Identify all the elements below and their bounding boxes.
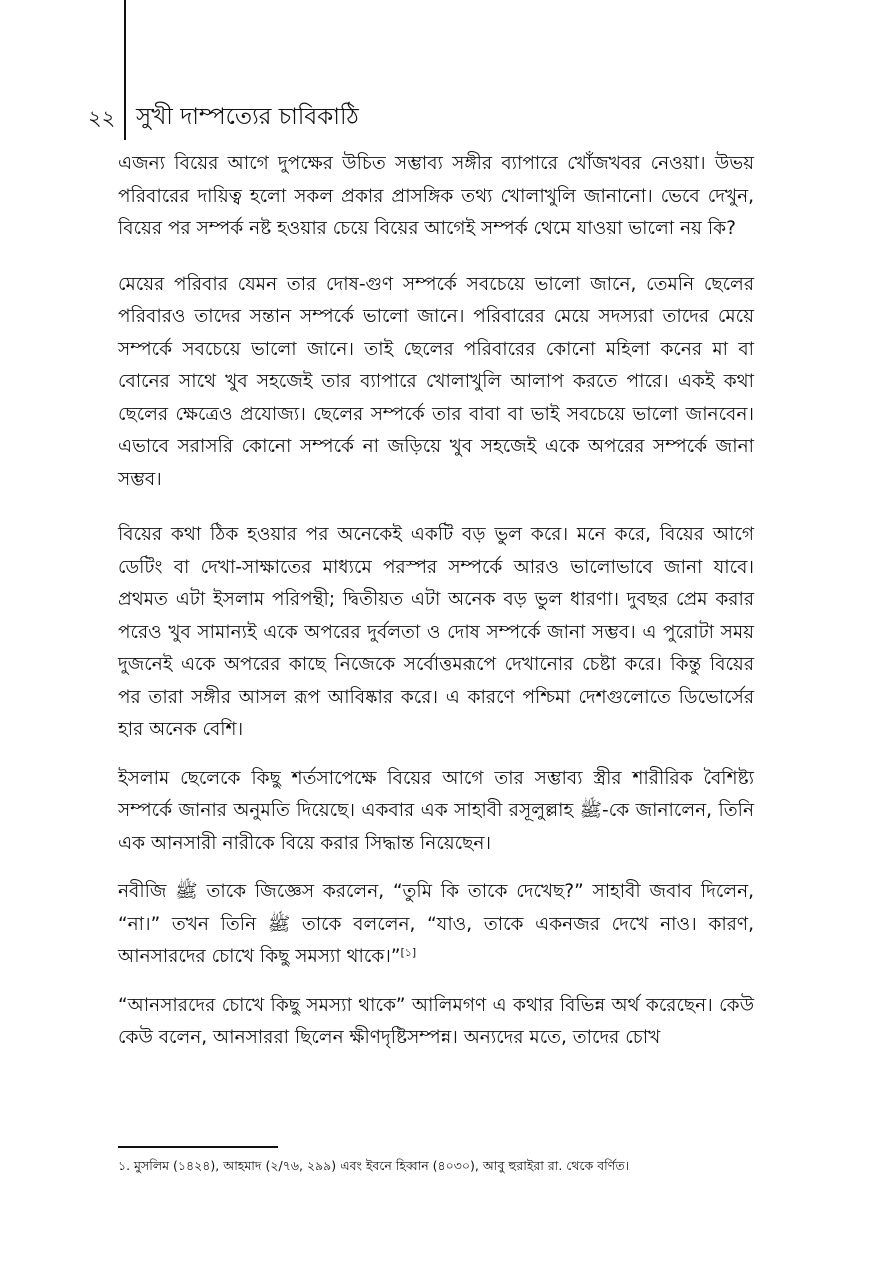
- footnote: ১. মুসলিম (১৪২৪), আহমাদ (২/৭৬, ২৯৯) এবং ইবনে হিব্বান (৪০৩০), আবু হুরাইরা রা. থেকে বর্ণিত।: [118, 1158, 630, 1173]
- paragraph-4: ইসলাম ছেলেকে কিছু শর্তসাপেক্ষে বিয়ের আগে তার সম্ভাব্য স্ত্রীর শারীরিক বৈশিষ্ট্য সম্পর্কে জানার অনুমতি দিয়েছে। একবার এক সাহাবী রসূলুল্লাহ ﷺ-কে জানালেন, তিনি এক আনসারী নারীকে বিয়ে করার সিদ্ধান্ত নিয়েছেন।: [118, 767, 754, 854]
- paragraph-5: [118, 876, 754, 974]
- paragraph-3: বিয়ের কথা ঠিক হওয়ার পর অনেকেই একটি বড় ভুল করে। মনে করে, বিয়ের আগে ডেটিং বা দেখা-সাক্ষাতের মাধ্যমে পরস্পর সম্পর্কে আরও ভালোভাবে জানা যাবে। প্রথমত এটা ইসলাম পরিপন্থী; দ্বিতীয়ত এটা অনেক বড় ভুল ধারণা। দুবছর প্রেম করার পরেও খুব সামান্যই একে অপরের দুর্বলতা ও দোষ সম্পর্কে জানা সম্ভব। এ পুরোটা সময় দুজনেই একে অপরের কাছে নিজেকে সর্বোত্তমরূপে দেখানোর চেষ্টা করে। কিন্তু বিয়ের পর তারা সঙ্গীর আসল রূপ আবিষ্কার করে। এ কারণে পশ্চিমা দেশগুলোতে ডিভোর্সের হার অনেক বেশি।: [118, 524, 754, 740]
- header-vertical-rule: [124, 0, 126, 140]
- paragraph-6: “আনসারদের চোখে কিছু সমস্যা থাকে” আলিমগণ এ কথার বিভিন্ন অর্থ করেছেন। কেউ কেউ বলেন, আনসাররা ছিলেন ক্ষীণদৃষ্টিসম্পন্ন। অন্যদের মতে, তাদের চোখ: [118, 994, 754, 1048]
- running-title: সুখী দাম্পত্যের চাবিকাঠি: [136, 104, 359, 130]
- paragraph-5-text: নবীজি ﷺ তাকে জিজ্ঞেস করলেন, “তুমি কি তাকে দেখেছ?” সাহাবী জবাব দিলেন, “না।” তখন তিনি ﷺ তাকে বললেন, “যাও, তাকে একনজর দেখে নাও। কারণ, আনসারদের চোখে কিছু সমস্যা থাকে।”: [118, 881, 754, 967]
- page-number: ২২: [88, 106, 116, 130]
- paragraph-2: মেয়ের পরিবার যেমন তার দোষ-গুণ সম্পর্কে সবচেয়ে ভালো জানে, তেমনি ছেলের পরিবারও তাদের সন্তান সম্পর্কে ভালো জানে। পরিবারের মেয়ে সদস্যরা তাদের মেয়ে সম্পর্কে সবচেয়ে ভালো জানে। তাই ছেলের পরিবারের কোনো মহিলা কনের মা বা বোনের সাথে খুব সহজেই তার ব্যাপারে খোলাখুলি আলাপ করতে পারে। একই কথা ছেলের ক্ষেত্রেও প্রযোজ্য। ছেলের সম্পর্কে তার বাবা বা ভাই সবচেয়ে ভালো জানবেন। এভাবে সরাসরি কোনো সম্পর্কে না জড়িয়ে খুব সহজেই একে অপরের সম্পর্কে জানা সম্ভব।: [118, 273, 754, 490]
- paragraph-1: এজন্য বিয়ের আগে দুপক্ষের উচিত সম্ভাব্য সঙ্গীর ব্যাপারে খোঁজখবর নেওয়া। উভয় পরিবারের দায়িত্ব হলো সকল প্রকার প্রাসঙ্গিক তথ্য খোলাখুলি জানানো। ভেবে দেখুন, বিয়ের পর সম্পর্ক নষ্ট হওয়ার চেয়ে বিয়ের আগেই সম্পর্ক থেমে যাওয়া ভালো নয় কি?: [118, 153, 754, 239]
- footnote-marker[interactable]: [১]: [400, 946, 417, 959]
- footnote-rule: [118, 1146, 278, 1148]
- body-text: [118, 148, 754, 1055]
